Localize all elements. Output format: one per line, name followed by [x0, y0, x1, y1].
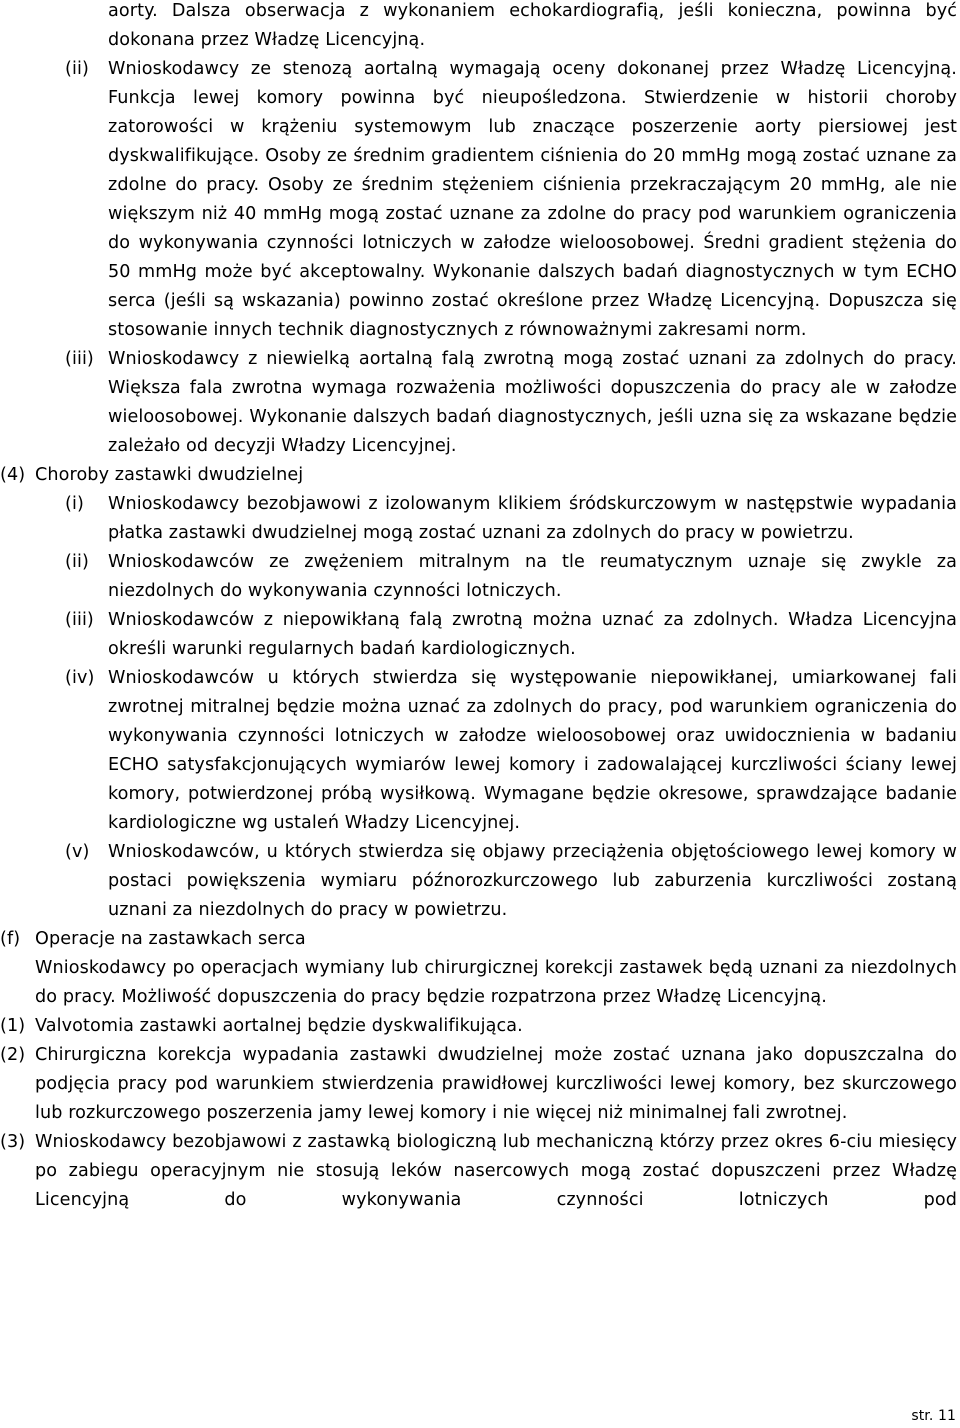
item-number: (2) — [0, 1045, 26, 1065]
item-number: (iv) — [65, 668, 95, 688]
item-number: (ii) — [65, 59, 89, 79]
list-item — [0, 55, 960, 345]
item-text: Chirurgiczna korekcja wypadania zastawki dwudzielnej może zostać uznana jako dopuszczalna do podjęcia pracy pod warunkiem stwierdzenia prawidłowej kurczliwości lewej komory, bez skurczowego lub rozkurczowego poszerzenia jamy lewej komory i nie więcej niż minimalnej fali zwrotnej. — [35, 1045, 957, 1123]
list-item — [0, 606, 960, 664]
item-text: Wnioskodawców ze zwężeniem mitralnym na tle reumatycznym uznaje się zwykle za niezdolnych do wykonywania czynności lotniczych. — [108, 552, 957, 601]
section-number: (f) — [0, 929, 21, 949]
item-number: (1) — [0, 1016, 26, 1036]
continuation-paragraph — [0, 0, 960, 55]
item-number: (iii) — [65, 349, 94, 369]
list-item — [0, 490, 960, 548]
list-item — [0, 1128, 960, 1215]
list-item — [0, 1041, 960, 1128]
item-number: (iii) — [65, 610, 94, 630]
section-heading — [0, 461, 960, 490]
section-heading — [0, 925, 960, 954]
list-item — [0, 838, 960, 925]
item-number: (3) — [0, 1132, 26, 1152]
item-text: Wnioskodawcy bezobjawowi z zastawką biologiczną lub mechaniczną którzy przez okres 6-ciu miesięcy po zabiegu operacyjnym nie stosują leków nasercowych mogą zostać dopuszczeni przez Władzę Licencyjną do wykonywania czynności lotniczych pod — [35, 1132, 957, 1210]
list-item — [0, 664, 960, 838]
list-item — [0, 1012, 960, 1041]
section-title: Operacje na zastawkach serca — [35, 929, 306, 949]
item-text: Wnioskodawców, u których stwierdza się objawy przeciążenia objętościowego lewej komory w postaci powiększenia wymiaru późnorozkurczowego lub zaburzenia kurczliwości zostaną uznani za niezdolnych do pracy w powietrzu. — [108, 842, 957, 920]
item-text: Valvotomia zastawki aortalnej będzie dyskwalifikująca. — [35, 1016, 523, 1036]
section-number: (4) — [0, 465, 26, 485]
list-item — [0, 345, 960, 461]
section-intro — [0, 954, 960, 1012]
item-number: (ii) — [65, 552, 89, 572]
item-number: (i) — [65, 494, 84, 514]
section-title: Choroby zastawki dwudzielnej — [35, 465, 304, 485]
item-number: (v) — [65, 842, 90, 862]
section-intro-text: Wnioskodawcy po operacjach wymiany lub chirurgicznej korekcji zastawek będą uznani za niezdolnych do pracy. Możliwość dopuszczenia do pracy będzie rozpatrzona przez Władzę Licencyjną. — [35, 958, 957, 1007]
item-text: Wnioskodawcy bezobjawowi z izolowanym klikiem śródskurczowym w następstwie wypadania płatka zastawki dwudzielnej mogą zostać uznani za zdolnych do pracy w powietrzu. — [108, 494, 957, 543]
item-text: Wnioskodawców u których stwierdza się występowanie niepowikłanej, umiarkowanej fali zwrotnej mitralnej będzie można uznać za zdolnych do pracy, pod warunkiem ograniczenia do wykonywania czynności lotniczych w załodze wieloosobowej oraz uwidocznienia w badaniu ECHO satysfakcjonujących wymiarów lewej komory i zadowalającej kurczliwości ściany lewej komory, potwierdzonej próbą wysiłkową. Wymagane będzie okresowe, sprawdzające badanie kardiologiczne wg ustaleń Władzy Licencyjnej. — [108, 668, 957, 833]
item-text: Wnioskodawcy ze stenozą aortalną wymagają oceny dokonanej przez Władzę Licencyjną. Funkcja lewej komory powinna być nieupośledzona. Stwierdzenie w historii choroby zatorowości w krążeniu systemowym lub znaczące poszerzenie aorty piersiowej jest dyskwalifikujące. Osoby ze średnim gradientem ciśnienia do 20 mmHg mogą zostać uznane za zdolne do pracy. Osoby ze średnim stężeniem ciśnienia przekraczającym 20 mmHg, ale nie większym niż 40 mmHg mogą zostać uznane za zdolne do pracy pod warunkiem ograniczenia do wykonywania czynności lotniczych w załodze wieloosobowej. Średni gradient stężenia do 50 mmHg może być akceptowalny. Wykonanie dalszych badań diagnostycznych w tym ECHO serca (jeśli są wskazania) powinno zostać określone przez Władzę Licencyjną. Dopuszcza się stosowanie innych technik diagnostycznych z równoważnymi zakresami norm. — [108, 59, 957, 340]
item-text: Wnioskodawców z niepowikłaną falą zwrotną można uznać za zdolnych. Władza Licencyjna określi warunki regularnych badań kardiologicznych. — [108, 610, 957, 659]
page-number: str. 11 — [911, 1408, 956, 1424]
item-text: Wnioskodawcy z niewielką aortalną falą zwrotną mogą zostać uznani za zdolnych do pracy. Większa fala zwrotna wymaga rozważenia możliwości dopuszczenia do pracy ale w załodze wieloosobowej. Wykonanie dalszych badań diagnostycznych, jeśli uzna się za wskazane będzie zależało od decyzji Władzy Licencyjnej. — [108, 349, 957, 456]
continuation-text: aorty. Dalsza obserwacja z wykonaniem echokardiografią, jeśli konieczna, powinna być dokonana przez Władzę Licencyjną. — [108, 1, 957, 50]
list-item — [0, 548, 960, 606]
